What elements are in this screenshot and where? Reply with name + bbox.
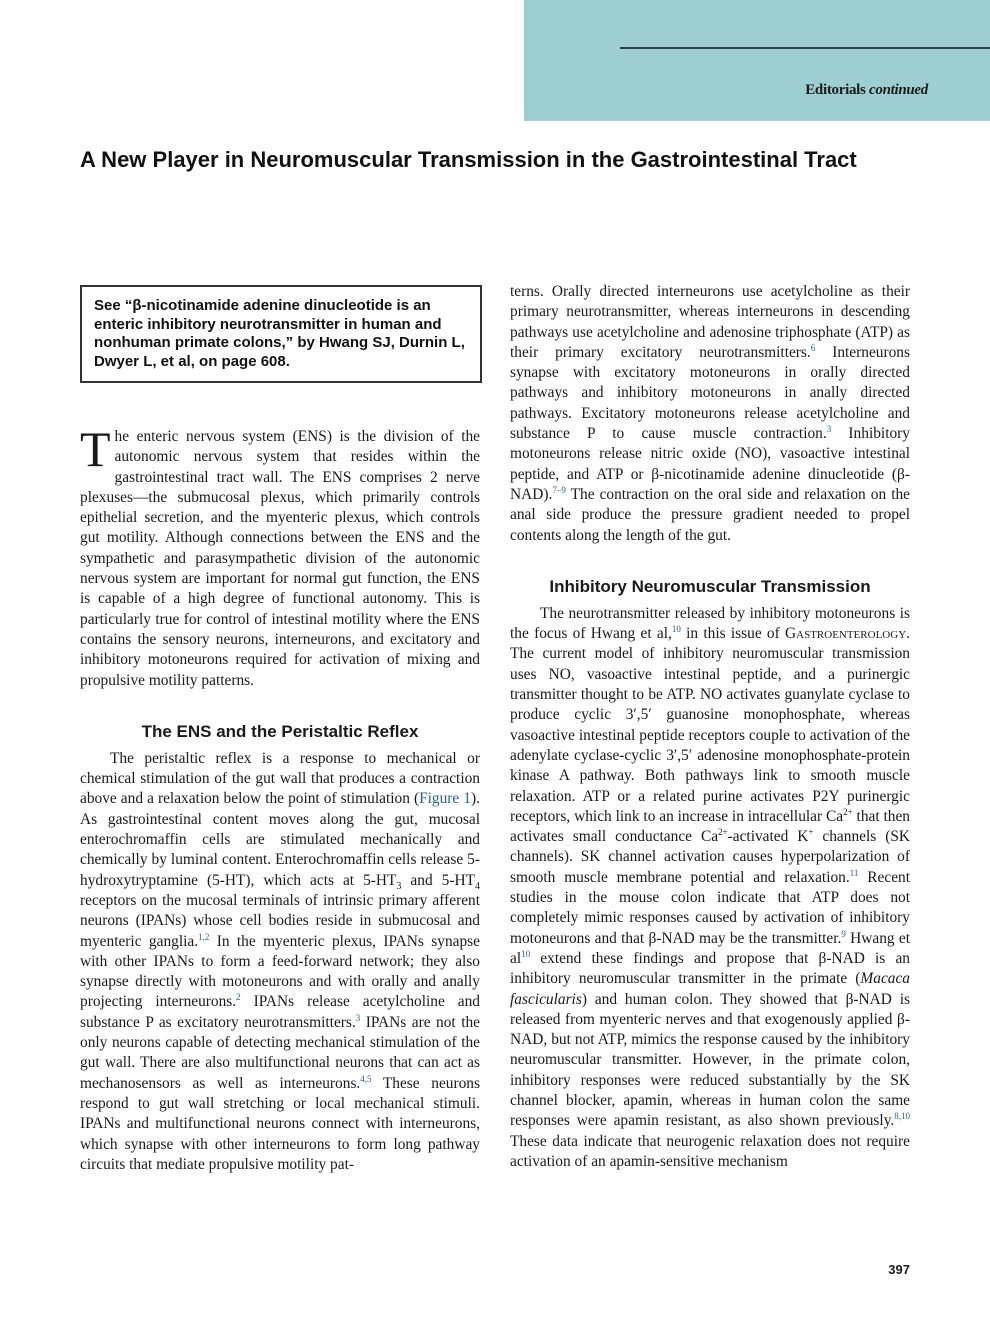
- right-column: [510, 282, 910, 1172]
- section-heading-inhibitory-transmission: Inhibitory Neuromuscular Transmission: [549, 576, 871, 596]
- intro-paragraph: [80, 421, 480, 691]
- left-column: [80, 421, 481, 1175]
- reference-link[interactable]: 8,10: [894, 1111, 910, 1122]
- reference-link[interactable]: 10: [671, 624, 681, 635]
- section-heading-peristaltic-reflex: The ENS and the Peristaltic Reflex: [141, 721, 419, 741]
- text-run: that then activates small conductance Ca: [510, 807, 910, 846]
- intro-text: he enteric nervous system (ENS) is the division of the autonomic nervous system that resides within the gastrointestinal tract wall. The ENS comprises 2 nerve plexuses—the submucosal plexus, which primarily controls epithelial secretion, and the myenteric plexus, which controls gut motility. Although connections between the ENS and the sympathetic and parasympathetic division of the autonomic nervous system are important for normal gut function, the ENS is capable of a high degree of functional autonomy. This is particularly true for control of intestinal motility where the ENS contains the sensory neurons, interneurons, and excitatory and inhibitory motoneurons required for activation of mixing and propulsive motility patterns.: [80, 428, 480, 689]
- text-run: extend these findings and propose that β-NAD is an inhibitory neuromuscular transmitter in the primate (: [510, 949, 910, 988]
- text-run: -activated K: [727, 828, 809, 846]
- see-also-box[interactable]: See “β-nicotinamide adenine dinucleotide is an enteric inhibitory neurotransmitter in human and nonhuman primate colons,” by Hwang SJ, Durnin L, Dwyer L, et al, on page 608.: [80, 285, 482, 383]
- reference-link[interactable]: 7–9: [552, 484, 566, 495]
- text-run: in this issue of: [680, 625, 786, 643]
- text-run: receptors on the mucosal terminals of intrinsic primary afferent neurons (IPANs) whose cell bodies reside in submucosal and myenteric ganglia.: [80, 891, 480, 950]
- inhibitory-transmission-paragraph: [510, 604, 910, 1172]
- article-title: A New Player in Neuromuscular Transmission in the Gastrointestinal Tract: [80, 147, 857, 172]
- reference-link[interactable]: 10: [521, 948, 531, 959]
- drop-cap: T: [80, 421, 111, 477]
- reference-link[interactable]: 11: [849, 867, 859, 878]
- reference-link[interactable]: 2: [236, 992, 241, 1003]
- reference-link[interactable]: 9: [841, 928, 846, 939]
- text-run: ) and human colon. They showed that β-NAD is released from myenteric nerves and that exogenously applied β-NAD, but not ATP, mimics the response caused by the inhibitory neuromuscular transmitter. However, in the primate colon, inhibitory responses were reduced substantially by the SK channel blocker, apamin, whereas in human colon the same responses were apamin resistant, as also shown previously.: [510, 990, 910, 1130]
- page-number: 397: [888, 1262, 910, 1277]
- text-run: The contraction on the oral side and relaxation on the anal side produce the pressure gradient needed to propel contents along the length of the gut.: [510, 485, 910, 544]
- reference-link[interactable]: 1,2: [198, 931, 210, 942]
- running-head-main: Editorials: [805, 82, 866, 98]
- figure-1-link[interactable]: Figure 1: [419, 790, 472, 808]
- text-run: The peristaltic reflex is a response to mechanical or chemical stimulation of the gut wall that produces a contraction above and a relaxation below the point of stimulation (: [80, 749, 480, 808]
- subscript: 4: [475, 880, 480, 892]
- reference-link[interactable]: 4,5: [360, 1073, 372, 1084]
- text-run: The neurotransmitter released by inhibitory motoneurons is the focus of Hwang et al,: [510, 604, 910, 643]
- text-run: Inhibitory motoneurons release nitric oxide (NO), vasoactive intestinal peptide, and ATP or β-nicotinamide adenine dinucleotide (β-NAD).: [510, 425, 910, 503]
- journal-name: Gastroenterology: [785, 625, 907, 643]
- reference-link[interactable]: 6: [810, 342, 816, 353]
- text-run: . The current model of inhibitory neuromuscular transmission uses NO, vasoactive intestinal peptide, and a purinergic transmitter thought to be ATP. NO activates guanylate cyclase to produce cyclic 3′,5′ guanosine monophosphate, whereas vasoactive intestinal peptide receptors couple to activation of the adenylate cyclase-cyclic 3′,5′ adenosine monophosphate-protein kinase A pathway. Both pathways link to smooth muscle relaxation. ATP or a related purine activates P2Y purinergic receptors, which link to an increase in intracellular Ca: [510, 625, 910, 825]
- header-band: [524, 0, 990, 121]
- running-head: [805, 82, 928, 99]
- text-run: IPANs are not the only neurons capable of detecting mechanical stimulation of the gut wall. There are also multifunctional neurons that can act as mechanosensors as well as interneurons.: [80, 1013, 481, 1092]
- text-run: terns. Orally directed interneurons use acetylcholine as their primary neurotransmitter, whereas interneurons in descending pathways use acetylcholine and adenosine triphosphate (ATP) as their primary excitatory neurotransmitters.: [510, 283, 910, 361]
- text-run: ). As gastrointestinal content moves along the gut, mucosal enterochromaffin cells are stimulated mechanically and chemically by luminal content. Enterochromaffin cells release 5-hydroxytryptamine (5-HT), which acts at 5-HT: [80, 790, 480, 889]
- text-run: In the myenteric plexus, IPANs synapse with other IPANs to form a feed-forward network; they also synapse directly with motoneurons and with orally and anally projecting interneurons.: [80, 932, 480, 1011]
- text-run: Hwang et al: [510, 929, 910, 967]
- text-run: These data indicate that neurogenic relaxation does not require activation of an apamin-sensitive mechanism: [510, 1132, 910, 1170]
- text-run: channels (SK channels). SK channel activation causes hyperpolarization of smooth muscle membrane potential and relaxation.: [510, 828, 911, 886]
- reference-link[interactable]: 3: [355, 1012, 361, 1023]
- reference-link[interactable]: 3: [826, 423, 832, 434]
- species-name: Macaca fascicularis: [510, 970, 910, 1008]
- running-head-continued: continued: [869, 82, 928, 98]
- text-run: Recent studies in the mouse colon indicate that ATP does not completely mimic responses caused by activation of inhibitory motoneurons and that β-NAD may be the transmitter.: [510, 868, 910, 947]
- superscript: +: [808, 827, 814, 837]
- continued-paragraph: [510, 282, 910, 546]
- text-run: and 5-HT: [401, 871, 475, 889]
- text-run: These neurons respond to gut wall stretching or local mechanical stimuli. IPANs and multifunctional neurons connect with interneurons, which synapse with other interneurons to form long pathway circuits that mediate propulsive motility pat-: [80, 1074, 480, 1173]
- header-rule: [620, 47, 990, 49]
- text-run: IPANs release acetylcholine and substance P as excitatory neurotransmitters.: [80, 993, 481, 1031]
- superscript: 2+: [718, 827, 728, 837]
- subscript: 3: [396, 880, 402, 892]
- peristaltic-reflex-paragraph: [80, 749, 480, 1175]
- superscript: 2+: [843, 806, 853, 817]
- text-run: Interneurons synapse with excitatory motoneurons in orally directed pathways and inhibitory motoneurons in anally directed pathways. Excitatory motoneurons release acetylcholine and substance P to cause muscle contraction.: [510, 343, 910, 443]
